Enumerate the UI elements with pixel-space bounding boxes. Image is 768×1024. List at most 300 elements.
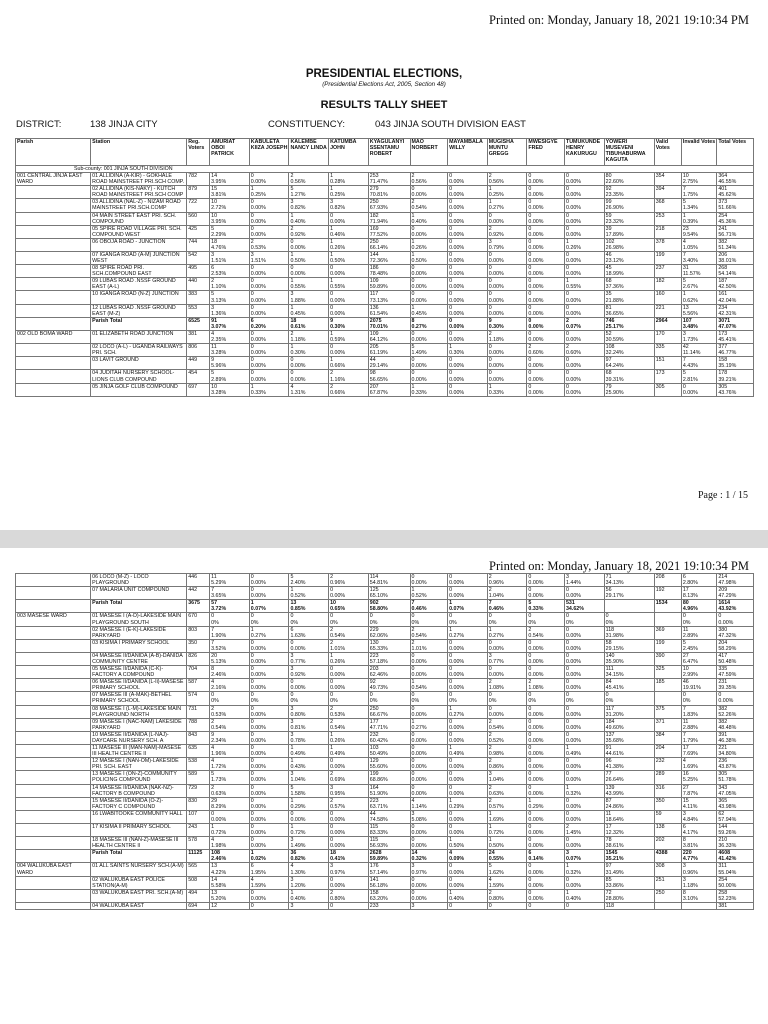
candidate-cell (448, 745, 488, 758)
candidate-cell-votes: 6 (250, 317, 254, 324)
candidate-cell-votes: 11 (211, 574, 217, 580)
candidate-cell (527, 574, 565, 587)
candidate-cell-votes: 0 (565, 771, 569, 778)
candidate-cell (527, 692, 565, 705)
candidate-cell (329, 745, 369, 758)
candidate-cell-percent: 0.00% (449, 777, 465, 784)
candidate-cell-percent: 43.99% (605, 790, 624, 797)
candidate-cell-percent: 0.00% (250, 363, 266, 370)
candidate-cell (249, 186, 289, 199)
candidate-cell-percent: 0.56% (488, 179, 504, 186)
candidate-cell (487, 212, 527, 225)
parish-cell (16, 383, 91, 396)
candidate-cell-votes: 4 (211, 745, 215, 752)
candidate-cell-votes: 2 (330, 771, 334, 778)
candidate-cell-percent: 5.58% (211, 882, 227, 889)
candidate-cell (604, 745, 654, 758)
candidate-cell (410, 705, 448, 718)
candidate-cell (368, 626, 410, 639)
candidate-cell (487, 600, 527, 613)
candidate-cell-votes: 1 (330, 745, 334, 752)
candidate-cell-votes: 229 (369, 626, 379, 633)
total-votes-cell (717, 613, 754, 626)
invalid-votes-cell (681, 357, 716, 370)
candidate-cell-percent: 0.40% (449, 895, 465, 902)
candidate-cell-percent: 0.80% (290, 711, 306, 718)
candidate-cell-votes: 0 (565, 186, 569, 193)
candidate-cell (487, 265, 527, 278)
reg-voters-cell: 508 (187, 876, 210, 889)
candidate-cell (564, 173, 604, 186)
candidate-cell (329, 199, 369, 212)
candidate-cell-votes: 0 (565, 626, 569, 633)
candidate-cell-percent: 0.00% (528, 764, 544, 771)
candidate-cell-votes: 0 (449, 876, 453, 883)
candidate-cell-percent: 0.00% (330, 830, 346, 837)
candidate-cell-votes: 91 (211, 317, 218, 324)
candidate-cell (564, 357, 604, 370)
candidate-cell-votes: 0 (250, 692, 254, 699)
candidate-cell (329, 639, 369, 652)
total-votes-cell (717, 758, 754, 771)
candidate-cell-percent: 0.00% (449, 830, 465, 837)
table-row (16, 252, 754, 265)
valid-votes-cell: 371 (654, 718, 681, 731)
candidate-cell (487, 199, 527, 212)
candidate-cell-votes: 2 (565, 317, 569, 324)
candidate-cell (289, 291, 329, 304)
candidate-cell-votes: 1 (330, 652, 334, 659)
invalid-votes-cell (681, 173, 716, 186)
candidate-cell (410, 639, 448, 652)
station-cell: 02 ALLIDINA (KIS-NAKY) - KUTCH ROAD MAINSTREET PRI.SCH COMP (91, 186, 187, 199)
candidate-cell-votes: 223 (369, 652, 379, 659)
candidate-cell (210, 225, 250, 238)
candidate-cell-votes: 56 (605, 587, 612, 594)
candidate-cell (329, 758, 369, 771)
candidate-cell-percent: 73.13% (369, 297, 388, 304)
invalid-votes-cell-percent: 2.45% (682, 645, 698, 652)
reg-voters-cell: 11125 (187, 850, 210, 863)
candidate-cell-votes: 1 (488, 837, 492, 844)
candidate-cell-percent: 0.00% (449, 231, 465, 238)
candidate-cell (564, 745, 604, 758)
candidate-cell (289, 679, 329, 692)
total-votes-cell-votes: 380 (718, 626, 728, 633)
candidate-cell-votes: 14 (211, 173, 218, 180)
candidate-cell (210, 383, 250, 396)
candidate-cell-percent: 65.10% (369, 593, 388, 600)
candidate-cell (410, 679, 448, 692)
candidate-cell (448, 278, 488, 291)
candidate-cell-votes: 3 (488, 238, 492, 245)
printed-on-timestamp: Printed on: Monday, January 18, 2021 19:10:34 PM (489, 559, 749, 573)
total-votes-cell (717, 186, 754, 199)
table-row (16, 810, 754, 823)
candidate-cell-percent: 0.00% (528, 363, 544, 370)
total-votes-cell (717, 212, 754, 225)
reg-voters-cell: 722 (187, 199, 210, 212)
candidate-cell-percent: 44.61% (605, 751, 624, 758)
invalid-votes-cell (681, 705, 716, 718)
candidate-cell (448, 186, 488, 199)
candidate-cell-percent: 0.69% (330, 777, 346, 784)
parish-cell (16, 344, 91, 357)
candidate-cell-percent: 0.33% (411, 389, 427, 396)
candidate-cell-percent: 0.81% (290, 724, 306, 731)
candidate-cell (564, 889, 604, 902)
candidate-cell-votes: 6 (250, 863, 254, 870)
parish-cell (16, 652, 91, 665)
invalid-votes-cell-percent: 0% (682, 619, 691, 626)
reg-voters-cell: 729 (187, 784, 210, 797)
candidate-cell (604, 876, 654, 889)
candidate-cell-percent: 4.76% (211, 244, 227, 251)
candidate-cell-votes: 4 (211, 758, 215, 765)
table-row (16, 173, 754, 186)
invalid-votes-cell (681, 252, 716, 265)
invalid-votes-cell-votes: 10 (682, 666, 689, 673)
candidate-cell (249, 317, 289, 330)
candidate-cell (604, 639, 654, 652)
candidate-cell-votes: 0 (250, 902, 254, 909)
candidate-cell-votes: 3 (411, 902, 415, 909)
candidate-cell-votes: 1 (330, 186, 334, 193)
candidate-cell-votes: 84 (605, 679, 612, 686)
total-votes-cell (717, 344, 754, 357)
candidate-cell (210, 357, 250, 370)
candidate-cell-percent: 0.54% (528, 632, 544, 639)
total-votes-cell-votes: 391 (718, 731, 728, 738)
invalid-votes-cell-votes: 13 (682, 304, 689, 311)
invalid-votes-cell-percent: 0.96% (682, 869, 698, 876)
total-votes-cell-votes: 221 (718, 745, 728, 752)
candidate-cell-percent: 0.49% (449, 751, 465, 758)
candidate-cell-percent: 34.62% (565, 606, 584, 613)
candidate-cell (410, 278, 448, 291)
candidate-cell-percent: 22.60% (605, 179, 624, 186)
candidate-cell (448, 265, 488, 278)
total-votes-cell (717, 304, 754, 317)
candidate-cell-votes: 0 (211, 613, 215, 620)
candidate-cell-votes: 0 (565, 639, 569, 646)
valid-votes-cell: 325 (654, 666, 681, 679)
total-votes-cell (717, 291, 754, 304)
invalid-votes-cell (681, 876, 716, 889)
candidate-cell-votes: 3 (290, 718, 294, 725)
candidate-cell-votes: 0 (330, 666, 334, 673)
candidate-cell-votes: 1 (211, 823, 215, 830)
candidate-cell-votes: 0 (250, 889, 254, 896)
candidate-cell (329, 613, 369, 626)
invalid-votes-cell-percent: 2.75% (682, 179, 698, 186)
candidate-cell-percent: 71.94% (369, 218, 388, 225)
station-cell: 01 ELIZABETH ROAD JUNCTION (91, 330, 187, 343)
candidate-cell-votes: 3 (330, 863, 334, 870)
valid-votes-cell: 384 (654, 731, 681, 744)
invalid-votes-cell-votes: 8 (682, 837, 686, 844)
candidate-cell-percent: 0.00% (411, 777, 427, 784)
candidate-cell-votes: 117 (369, 291, 379, 298)
candidate-cell (410, 370, 448, 383)
candidate-cell (487, 705, 527, 718)
valid-votes-cell: 253 (654, 212, 681, 225)
candidate-cell (410, 745, 448, 758)
candidate-cell-percent: 0.00% (250, 843, 266, 850)
reg-voters-cell: 806 (187, 344, 210, 357)
candidate-cell-votes: 0 (411, 278, 415, 285)
candidate-cell-votes: 5 (290, 186, 294, 193)
invalid-votes-cell-percent: 2.67% (682, 284, 698, 291)
candidate-cell-percent: 0.00% (565, 231, 582, 238)
candidate-cell-votes: 125 (369, 587, 379, 594)
candidate-cell-percent: 2.46% (211, 856, 227, 863)
candidate-cell-percent: 0.00% (565, 389, 582, 396)
candidate-cell-percent: 0.33% (250, 389, 266, 396)
station-cell: Parish Total (91, 317, 187, 330)
candidate-cell-percent: 0.53% (250, 244, 266, 251)
candidate-cell-percent: 0% (605, 698, 614, 705)
candidate-cell-votes: 0 (488, 252, 492, 259)
candidate-cell (329, 587, 369, 600)
candidate-cell-percent: 0.00% (565, 659, 582, 666)
invalid-votes-cell (681, 278, 716, 291)
total-votes-cell-votes: 173 (718, 330, 728, 337)
candidate-cell (487, 666, 527, 679)
candidate-cell (410, 600, 448, 613)
station-cell: 06 LOCO (M-Z) - LOCO PLAYGROUND (91, 574, 187, 587)
candidate-cell-percent: 0.00% (488, 310, 504, 317)
candidate-cell-votes: 0 (449, 692, 453, 699)
candidate-cell-percent: 0.00% (250, 790, 266, 797)
candidate-cell-percent: 0.49% (565, 751, 582, 758)
total-votes-cell-votes: 305 (718, 383, 728, 390)
candidate-cell (329, 265, 369, 278)
candidate-cell-percent: 0.72% (211, 830, 227, 837)
candidate-cell (329, 383, 369, 396)
candidate-cell-percent: 0.00% (565, 724, 582, 731)
candidate-cell (210, 304, 250, 317)
candidate-cell (604, 344, 654, 357)
candidate-cell-votes: 1 (449, 797, 453, 804)
candidate-cell-percent: 0.00% (411, 711, 427, 718)
candidate-cell (368, 291, 410, 304)
constituency-label: CONSTITUENCY: (268, 119, 346, 130)
candidate-cell-percent: 47.71% (369, 724, 388, 731)
candidate-cell-votes: 0 (449, 357, 453, 364)
candidate-cell-votes: 3 (290, 771, 294, 778)
total-votes-cell-votes: 0 (718, 613, 722, 620)
candidate-cell-percent: 3.52% (211, 645, 227, 652)
invalid-votes-cell (681, 238, 716, 251)
total-votes-cell-votes: 382 (718, 238, 728, 245)
candidate-cell (210, 652, 250, 665)
candidate-cell-percent: 25.17% (605, 323, 624, 330)
invalid-votes-cell-votes: 42 (682, 344, 689, 351)
candidate-cell (410, 784, 448, 797)
invalid-votes-cell-votes: 80 (682, 600, 689, 607)
candidate-cell-votes: 2 (488, 679, 492, 686)
candidate-cell-votes: 2 (330, 797, 334, 804)
candidate-cell-votes: 2 (565, 823, 569, 830)
candidate-cell-votes: 0 (449, 666, 453, 673)
valid-votes-cell: 185 (654, 679, 681, 692)
candidate-cell-votes: 0 (250, 837, 254, 844)
valid-votes-cell: 221 (654, 304, 681, 317)
candidate-cell-votes: 0 (330, 837, 334, 844)
invalid-votes-cell (681, 863, 716, 876)
candidate-cell (410, 876, 448, 889)
invalid-votes-cell (681, 613, 716, 626)
candidate-cell (564, 383, 604, 396)
candidate-cell-votes: 3 (488, 652, 492, 659)
candidate-cell (210, 810, 250, 823)
candidate-cell (249, 666, 289, 679)
candidate-cell-percent: 0.29% (290, 803, 306, 810)
candidate-cell-percent: 0.00% (565, 882, 582, 889)
invalid-votes-cell-percent: 19.91% (682, 685, 701, 692)
candidate-cell-votes: 29 (211, 797, 218, 804)
invalid-votes-cell-percent: 4.77% (682, 856, 698, 863)
parish-cell (16, 731, 91, 744)
candidate-cell (448, 718, 488, 731)
results-table-page-2 (15, 573, 754, 910)
candidate-cell-percent: 0.00% (488, 258, 504, 265)
candidate-cell-percent: 0.00% (411, 672, 427, 679)
candidate-cell (289, 173, 329, 186)
candidate-cell (604, 574, 654, 587)
candidate-cell-votes: 2 (290, 330, 294, 337)
candidate-cell-votes: 0 (290, 692, 294, 699)
candidate-cell-percent: 0.00% (330, 350, 346, 357)
candidate-cell-votes: 7 (211, 639, 215, 646)
candidate-cell (368, 810, 410, 823)
candidate-cell-votes: 1 (449, 344, 453, 351)
candidate-cell (368, 823, 410, 836)
table-row (16, 225, 754, 238)
act-reference: (Presidential Elections Act, 2005, Section 48) (322, 81, 446, 88)
candidate-cell-percent: 0.00% (449, 659, 465, 666)
station-cell: 01 ALLIDINA (A-KIR) - GOKHALE ROAD MAINSTREET PRI.SCH COMP. (91, 173, 187, 186)
invalid-votes-cell (681, 745, 716, 758)
candidate-cell-votes: 1 (565, 863, 569, 870)
candidate-cell-percent: 1.96% (211, 751, 227, 758)
candidate-cell-votes: 0 (565, 304, 569, 311)
candidate-cell-votes: 79 (605, 383, 612, 390)
candidate-cell (249, 863, 289, 876)
candidate-cell (448, 370, 488, 383)
candidate-cell (329, 574, 369, 587)
candidate-cell-votes: 0 (449, 784, 453, 791)
candidate-cell (210, 705, 250, 718)
candidate-cell-votes: 2628 (369, 850, 382, 857)
candidate-cell-votes: 2 (528, 679, 532, 686)
candidate-cell (249, 652, 289, 665)
candidate-cell-percent: 1.98% (211, 843, 227, 850)
candidate-cell-votes: 0 (449, 304, 453, 311)
candidate-cell-votes: 233 (369, 902, 379, 909)
candidate-cell (487, 370, 527, 383)
candidate-cell (604, 837, 654, 850)
candidate-cell (564, 731, 604, 744)
candidate-cell-votes: 114 (369, 574, 379, 580)
total-votes-cell (717, 876, 754, 889)
valid-votes-cell: 378 (654, 238, 681, 251)
candidate-cell-votes: 0 (528, 212, 532, 219)
candidate-cell-percent: 0.00% (411, 363, 427, 370)
reg-voters-cell: 107 (187, 810, 210, 823)
candidate-cell-percent: 0.00% (528, 593, 544, 600)
invalid-votes-cell-percent: 5.56% (682, 310, 698, 317)
candidate-cell (604, 212, 654, 225)
candidate-cell-votes: 3 (211, 252, 215, 259)
candidate-cell (604, 889, 654, 902)
reg-voters-cell: 494 (187, 889, 210, 902)
candidate-cell-percent: 67.87% (369, 389, 388, 396)
candidate-cell-percent: 77.52% (369, 231, 388, 238)
station-cell: Parish Total (91, 850, 187, 863)
table-row (16, 718, 754, 731)
candidate-cell-percent: 0.00% (330, 672, 346, 679)
candidate-cell-percent: 0.49% (330, 751, 346, 758)
total-votes-cell (717, 383, 754, 396)
table-row (16, 863, 754, 876)
candidate-cell-percent: 0.25% (250, 192, 266, 199)
candidate-cell (368, 199, 410, 212)
invalid-votes-cell-votes: 5 (682, 370, 686, 377)
candidate-cell (527, 238, 565, 251)
candidate-cell-percent: 0.00% (330, 843, 346, 850)
candidate-cell-votes: 18 (290, 317, 297, 324)
candidate-cell (487, 652, 527, 665)
candidate-cell (604, 758, 654, 771)
total-votes-cell (717, 902, 754, 909)
candidate-cell-votes: 24 (488, 850, 495, 857)
candidate-cell (368, 705, 410, 718)
candidate-cell-percent: 0.00% (250, 816, 266, 823)
station-cell: 04 MASESE II/DANIDA (A-B)-DANIDA COMMUNITY CENTRE (91, 652, 187, 665)
candidate-cell-votes: 2 (290, 225, 294, 232)
candidate-cell-percent: 0.27% (449, 632, 465, 639)
candidate-cell (527, 639, 565, 652)
candidate-cell (249, 225, 289, 238)
candidate-cell-percent: 0.82% (330, 205, 346, 212)
invalid-votes-cell-votes: 6 (682, 823, 686, 830)
candidate-cell-votes: 2 (330, 574, 334, 580)
candidate-cell (487, 225, 527, 238)
candidate-cell-percent: 63.20% (369, 895, 388, 902)
candidate-cell-percent: 41.38% (605, 764, 624, 771)
valid-votes-cell: 138 (654, 823, 681, 836)
candidate-cell-votes: 0 (250, 357, 254, 364)
candidate-cell (604, 278, 654, 291)
column-header: Parish (16, 139, 91, 166)
candidate-cell-votes: 6 (290, 626, 294, 633)
candidate-cell-percent: 0.00% (250, 724, 266, 731)
candidate-cell-votes: 6 (211, 265, 215, 272)
candidate-cell (368, 902, 410, 909)
candidate-cell-percent: 0.00% (565, 205, 582, 212)
candidate-cell-percent: 0% (565, 698, 574, 705)
column-header: MWESIGYE FRED (527, 139, 565, 166)
candidate-cell-percent: 1.45% (565, 830, 582, 837)
valid-votes-cell: 369 (654, 626, 681, 639)
total-votes-cell-votes: 231 (718, 679, 728, 686)
candidate-cell (487, 330, 527, 343)
valid-votes-cell: 390 (654, 652, 681, 665)
candidate-cell-votes: 2075 (369, 317, 382, 324)
reg-voters-cell: 744 (187, 238, 210, 251)
